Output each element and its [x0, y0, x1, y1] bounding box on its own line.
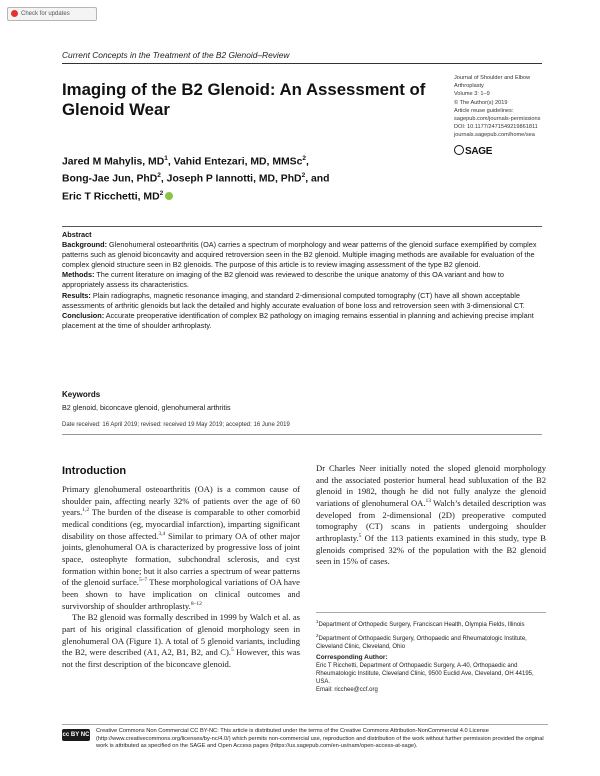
article-title: Imaging of the B2 Glenoid: An Assessment of Glenoid Wear [62, 80, 426, 119]
dates-divider [62, 434, 542, 435]
affiliation-marker: 2 [157, 172, 161, 180]
corresponding-author: Eric T Ricchetti, Department of Orthopaedic Surgery, A-40, Orthopaedic and Rheumatologic Institute, Cleveland Clinic, 9500 Euclid Ave, Cleveland, OH 44195, USA. [316, 663, 534, 685]
received-date: 16 April 2019; [100, 422, 141, 428]
conclusion-text: Accurate preoperative identification of complex B2 pathology on imaging remains essential in planning and achieving precise implant placement at the time of shoulder arthroplasty. [62, 310, 534, 330]
affiliation-marker: 2 [316, 633, 319, 638]
article-dates [62, 422, 290, 428]
results-text: Plain radiographs, magnetic resonance imaging, and standard 2-dimensional computed tomography (CT) have all shown acceptable assessments of arthritic glenoids but lack the detailed and highly accurate evaluation of bone loss and retroversion seen with 3-dimensional CT. [62, 290, 525, 310]
footnote-divider [316, 612, 546, 613]
affiliation-text: Department of Orthopedic Surgery, Franciscan Health, Olympia Fields, Illinois [318, 622, 525, 628]
revised-date: received 19 May 2019; [161, 422, 226, 428]
keywords: B2 glenoid, biconcave glenoid, glenohumeral arthritis [62, 403, 231, 412]
sage-logo-icon [454, 145, 464, 155]
citation[interactable]: 8–12 [190, 600, 202, 607]
conclusion-label: Conclusion: [62, 310, 105, 320]
author-separator: , and [305, 173, 330, 185]
paragraph-text: Of the 113 patients examined in this study, type B glenoids comprised 32% of the population with the B2 glenoid seen in 15% of cases. [316, 532, 546, 567]
author-name: Jared M Mahylis, MD [62, 156, 165, 168]
updates-icon [11, 10, 18, 17]
citation[interactable]: 5 [358, 533, 362, 540]
keywords-heading: Keywords [62, 390, 101, 399]
author-name: Eric T Ricchetti, MD [62, 191, 160, 203]
affiliation-marker: 1 [164, 155, 168, 162]
methods-label: Methods: [62, 270, 95, 280]
author-name: , Joseph P Iannotti, MD, PhD [160, 173, 302, 185]
sage-logo-text: SAGE [465, 146, 493, 157]
citation[interactable]: 5–7 [138, 577, 148, 584]
methods-text: The current literature on imaging of the B2 glenoid was reviewed to describe the unique anatomy of this OA variant and how to appropriately assess its characteristics. [62, 270, 504, 290]
abstract [62, 230, 548, 331]
affiliation-2 [316, 632, 548, 651]
reuse-guidelines: Article reuse guidelines: [454, 107, 514, 114]
revised-label: revised: [140, 422, 162, 428]
body-column-left [62, 484, 300, 671]
journal-copyright: © The Author(s) 2019 [454, 99, 508, 106]
paragraph [62, 484, 300, 612]
paragraph-text: However, this was not the first description of the biconcave glenoid. [62, 647, 300, 669]
paragraph-text: Similar to primary OA of other major joints, glenohumeral OA is characterized by progressive loss of joint space, osteophyte formation, subchondral sclerosis, and cyst formation within bone; but it also carries a spectrum of wear patterns of the glenoid surface. [62, 530, 300, 588]
affiliation-marker: 2 [301, 172, 306, 180]
journal-name-line2: Arthroplasty [454, 83, 484, 90]
check-for-updates-badge[interactable] [7, 7, 97, 21]
affiliation-marker: 1 [316, 619, 319, 624]
paragraph-text: Primary glenohumeral osteoarthritis (OA) is a common cause of shoulder pain, affecting nearly 32% of patients over the age of 60 years. [62, 484, 300, 518]
sage-logo [454, 145, 492, 157]
footnotes [316, 618, 548, 697]
affiliation-marker: 2 [302, 155, 306, 162]
doi[interactable]: DOI: 10.1177/2471549219861811 [454, 124, 538, 131]
header-divider [62, 63, 542, 64]
citation[interactable]: 13 [425, 498, 432, 505]
accepted-label: accepted: [225, 422, 252, 428]
citation[interactable]: 5 [231, 647, 234, 654]
citation[interactable]: 3,4 [158, 530, 166, 537]
accepted-date: 16 June 2019 [251, 422, 290, 428]
citation[interactable]: 1,2 [82, 507, 90, 514]
paragraph-text: Walch’s detailed description was developed from 2-dimensional (2D) preoperative computed tomography (CT) scans in patients undergoing shoulder arthroplasty. [316, 497, 546, 543]
paragraph-text: These morphological variations of OA have been shown to have implication on clinical outcomes and survivorship of shoulder arthroplasty. [62, 577, 300, 611]
license-divider [62, 724, 548, 725]
orcid-icon[interactable] [165, 192, 173, 200]
background-text: Glenohumeral osteoarthritis (OA) carries a spectrum of morphology and wear patterns of the glenoid surface exemplified by complex patterns such as glenoid biconcavity and acquired retroversion seen in the B2 glenoid. Multiple imaging methods are available for evaluation of the complex glenoid structure seen in B2 glenoids. The purpose of this article is to review imaging assessment of the type B2 glenoid. [62, 240, 537, 270]
background-label: Background: [62, 240, 107, 250]
corresponding-email[interactable]: Email: ricchee@ccf.org [316, 687, 378, 693]
journal-volume: Volume 3: 1–9 [454, 91, 490, 98]
series-title: Current Concepts in the Treatment of the B2 Glenoid–Review [62, 50, 290, 60]
abstract-divider [62, 226, 542, 227]
journal-home-link[interactable]: journals.sagepub.com/home/sea [454, 132, 535, 139]
affiliation-text: Department of Orthopaedic Surgery, Orthopaedic and Rheumatologic Institute, Cleveland Clinic, Cleveland, Ohio [316, 636, 527, 650]
results-label: Results: [62, 290, 91, 300]
paragraph [62, 612, 300, 670]
introduction-heading: Introduction [62, 465, 127, 477]
check-updates-label: Check for updates [21, 11, 70, 17]
paragraph-text: The B2 glenoid was formally described in 1999 by Walch et al. as part of his original classification of glenoid morphology seen in glenohumeral OA (Figure 1). A total of 5 glenoid variants, including the B2, were described (A1, A2, B1, B2, and C). [62, 612, 300, 658]
received-label: Date received: [62, 422, 101, 428]
author-list [62, 152, 362, 204]
reuse-link[interactable]: sagepub.com/journals-permissions [454, 116, 541, 123]
author-separator: , [305, 156, 309, 168]
paragraph-text: The burden of the disease is comparable to other comorbid medical conditions (eg, myocardial infarction), imparting significant disability on those affected. [62, 507, 300, 541]
license-text: Creative Commons Non Commercial CC BY-NC: This article is distributed under the terms of the Creative Commons Attribution-NonCommercial 4.0 License (http://www.creativecommons.org/licenses/by-nc/4.0/) which permits non-commercial use, reproduction and distribution of the work without further permission provided the original work is attributed as specified on the SAGE and Open Access pages (https://us.sagepub.com/en-us/nam/open-access-at-sage). [96, 728, 544, 749]
author-name: , Vahid Entezari, MD, MMSc [167, 156, 303, 168]
affiliation-marker: 2 [159, 189, 164, 197]
abstract-heading: Abstract [62, 230, 92, 239]
affiliation-1 [316, 618, 548, 629]
paragraph [316, 463, 546, 568]
body-column-right [316, 463, 546, 568]
journal-name-line1: Journal of Shoulder and Elbow [454, 75, 531, 81]
author-name: Bong-Jae Jun, PhD [62, 173, 158, 185]
cc-license-icon[interactable]: cc BY NC [62, 729, 90, 741]
journal-metadata [454, 74, 564, 140]
paragraph-text: Dr Charles Neer initially noted the sloped glenoid morphology and the associated posterior humeral head subluxation of the B2 glenoid in 1982, though he did not fully analyze the glenoid variations of glenohumeral OA. [316, 463, 546, 508]
corresponding-author-heading: Corresponding Author: [316, 654, 388, 661]
